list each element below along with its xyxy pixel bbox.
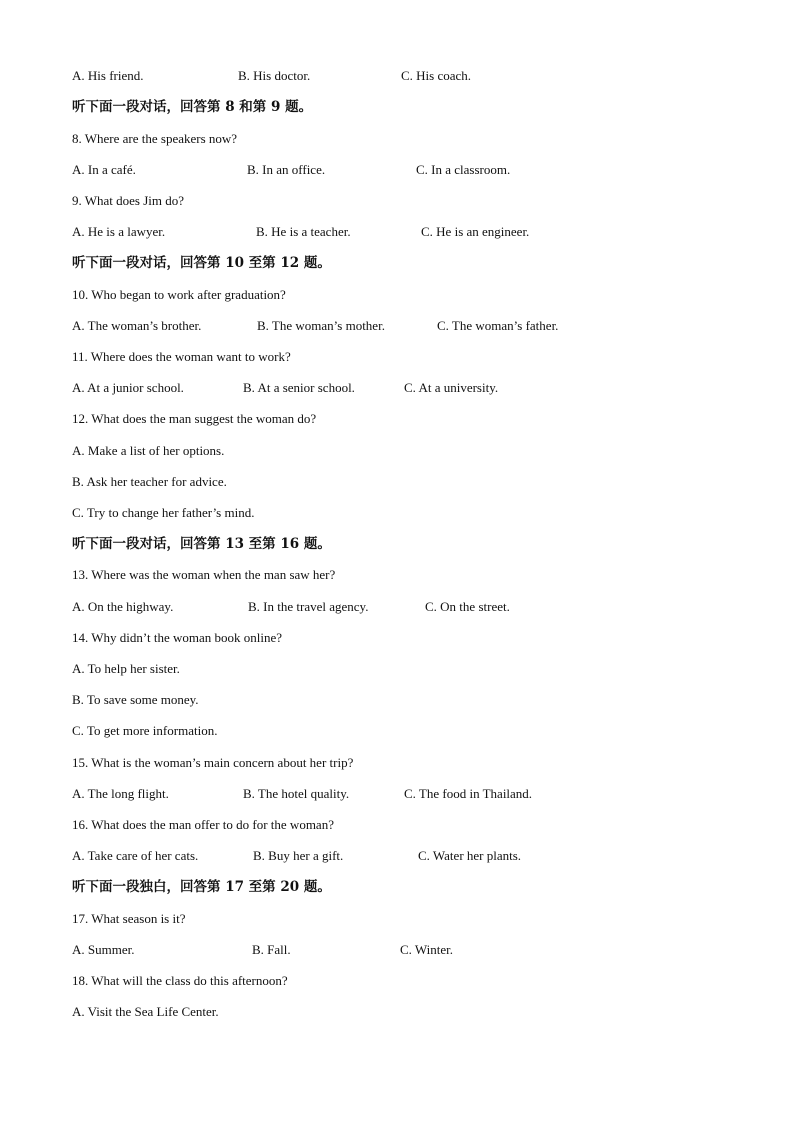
question-text: 11. Where does the woman want to work? bbox=[72, 349, 291, 364]
answer-option: B. Buy her a gift. bbox=[253, 848, 344, 863]
answer-option: A. The long flight. bbox=[72, 786, 169, 801]
answer-option: C. In a classroom. bbox=[416, 162, 511, 177]
answer-option: A. In a café. bbox=[72, 162, 136, 177]
answer-option: C. The woman’s father. bbox=[437, 318, 559, 333]
answer-option: B. In the travel agency. bbox=[248, 599, 369, 614]
answer-option: C. He is an engineer. bbox=[421, 224, 530, 239]
question-text: 13. Where was the woman when the man saw her? bbox=[72, 567, 336, 582]
answer-option: A. His friend. bbox=[72, 68, 144, 83]
answer-option: A. Visit the Sea Life Center. bbox=[72, 1004, 219, 1019]
answer-option: B. He is a teacher. bbox=[256, 224, 351, 239]
answer-option: A. Make a list of her options. bbox=[72, 443, 225, 458]
answer-option: C. The food in Thailand. bbox=[404, 786, 533, 801]
question-text: 14. Why didn’t the woman book online? bbox=[72, 630, 283, 645]
question-text: 8. Where are the speakers now? bbox=[72, 131, 238, 146]
answer-option: B. Ask her teacher for advice. bbox=[72, 474, 227, 489]
answer-option: B. The hotel quality. bbox=[243, 786, 350, 801]
answer-option: A. On the highway. bbox=[72, 599, 174, 614]
answer-option: B. To save some money. bbox=[72, 692, 199, 707]
section-heading: 听下面一段对话，回答第 13 至第 16 题。 bbox=[72, 536, 331, 552]
answer-option: A. To help her sister. bbox=[72, 661, 180, 676]
answer-option: C. On the street. bbox=[425, 599, 510, 614]
answer-option: C. At a university. bbox=[404, 380, 499, 395]
answer-option: B. In an office. bbox=[247, 162, 326, 177]
question-text: 17. What season is it? bbox=[72, 911, 186, 926]
answer-option: B. Fall. bbox=[252, 942, 291, 957]
question-text: 9. What does Jim do? bbox=[72, 193, 185, 208]
answer-option: B. The woman’s mother. bbox=[257, 318, 385, 333]
answer-option: A. He is a lawyer. bbox=[72, 224, 166, 239]
answer-option: C. Winter. bbox=[400, 942, 454, 957]
question-text: 15. What is the woman’s main concern about her trip? bbox=[72, 755, 354, 770]
question-text: 18. What will the class do this afternoon? bbox=[72, 973, 288, 988]
answer-option: C. His coach. bbox=[401, 68, 472, 83]
question-text: 12. What does the man suggest the woman do? bbox=[72, 411, 317, 426]
section-heading: 听下面一段对话，回答第 10 至第 12 题。 bbox=[72, 255, 331, 271]
answer-option: C. Water her plants. bbox=[418, 848, 522, 863]
answer-option: A. The woman’s brother. bbox=[72, 318, 202, 333]
answer-option: B. His doctor. bbox=[238, 68, 311, 83]
answer-option: A. Take care of her cats. bbox=[72, 848, 199, 863]
answer-option: A. At a junior school. bbox=[72, 380, 184, 395]
question-text: 10. Who began to work after graduation? bbox=[72, 287, 286, 302]
section-heading: 听下面一段对话，回答第 8 和第 9 题。 bbox=[72, 99, 313, 115]
answer-option: B. At a senior school. bbox=[243, 380, 355, 395]
answer-option: A. Summer. bbox=[72, 942, 135, 957]
question-text: 16. What does the man offer to do for the woman? bbox=[72, 817, 334, 832]
answer-option: C. To get more information. bbox=[72, 723, 218, 738]
section-heading: 听下面一段独白，回答第 17 至第 20 题。 bbox=[72, 879, 331, 895]
answer-option: C. Try to change her father’s mind. bbox=[72, 505, 255, 520]
